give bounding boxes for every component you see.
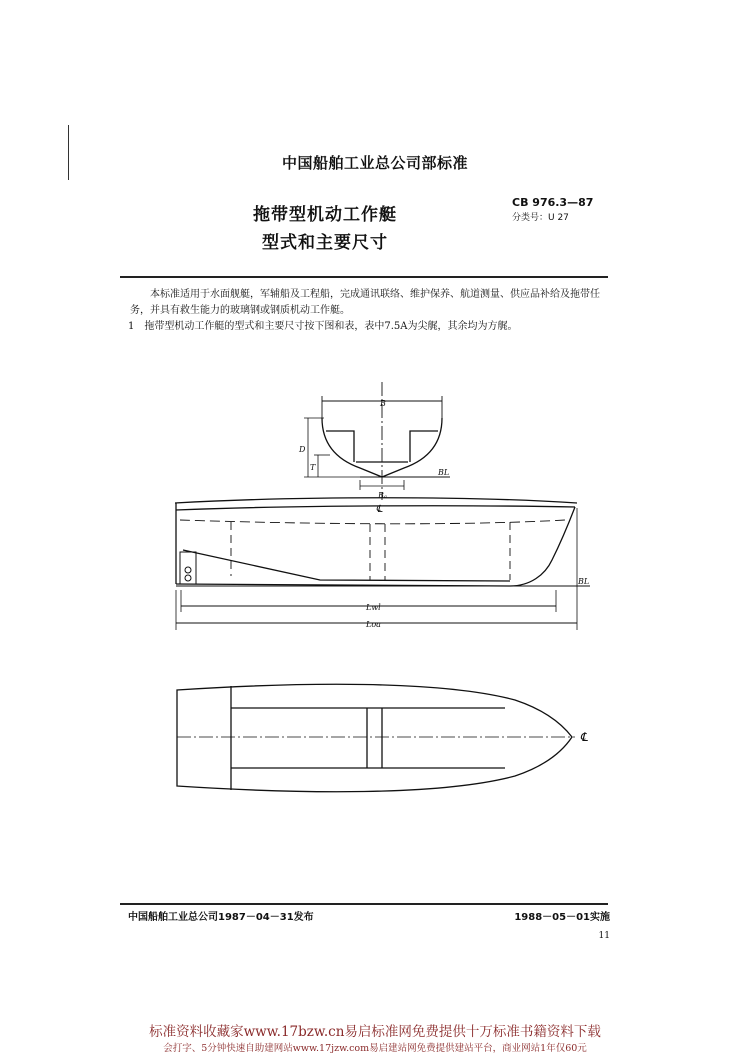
footer-rule (120, 903, 608, 905)
breadth-label: B (380, 399, 386, 408)
centerline-symbol-profile: ℄ (376, 504, 383, 515)
document-subtitle: 型式和主要尺寸 (262, 233, 388, 253)
scope-paragraph: 本标准适用于水面舰艇，军辅船及工程船，完成通讯联络、维护保养、航道测量、供应品补给及拖带任务，并具有救生能力的玻璃钢或钢质机动工作艇。 (130, 289, 600, 316)
organization-header: 中国船舶工业总公司部标准 (281, 154, 468, 172)
side-profile-view (175, 498, 590, 630)
depth-label: D (299, 445, 306, 454)
baseline-label-profile: BL (578, 577, 590, 586)
watermark-line-2: 会打字、5分钟快速自助建网站www.17jzw.com易启建站网免费提供建站平台，商业网站1年仅60元 (163, 1043, 587, 1054)
centerline-symbol-plan: ℄ (580, 730, 588, 744)
draft-label: T (310, 463, 316, 472)
page-number: 11 (598, 931, 610, 941)
document-title: 拖带型机动工作艇 (253, 205, 397, 225)
waterline-breadth-label: Bₐ (378, 491, 387, 500)
baseline-label-section: BL (438, 468, 450, 477)
classification-number: 分类号：U 27 (512, 213, 569, 223)
standard-number: CB 976.3—87 (512, 196, 594, 209)
effective-date: 1988－05－01实施 (514, 912, 610, 923)
cross-section-view (304, 382, 450, 500)
issue-date: 中国船舶工业总公司1987－04－31发布 (128, 912, 314, 923)
plan-view (177, 684, 575, 791)
clause-1: 1 拖带型机动工作艇的型式和主要尺寸按下图和表，表中7.5A为尖艉，其余均为方艉。 (128, 321, 518, 332)
watermark-line-1: 标准资料收藏家www.17bzw.cn易启标准网免费提供十万标准书籍资料下载 (149, 1024, 601, 1040)
length-waterline-label: Lwl (366, 603, 381, 612)
length-overall-label: Loa (366, 620, 381, 629)
